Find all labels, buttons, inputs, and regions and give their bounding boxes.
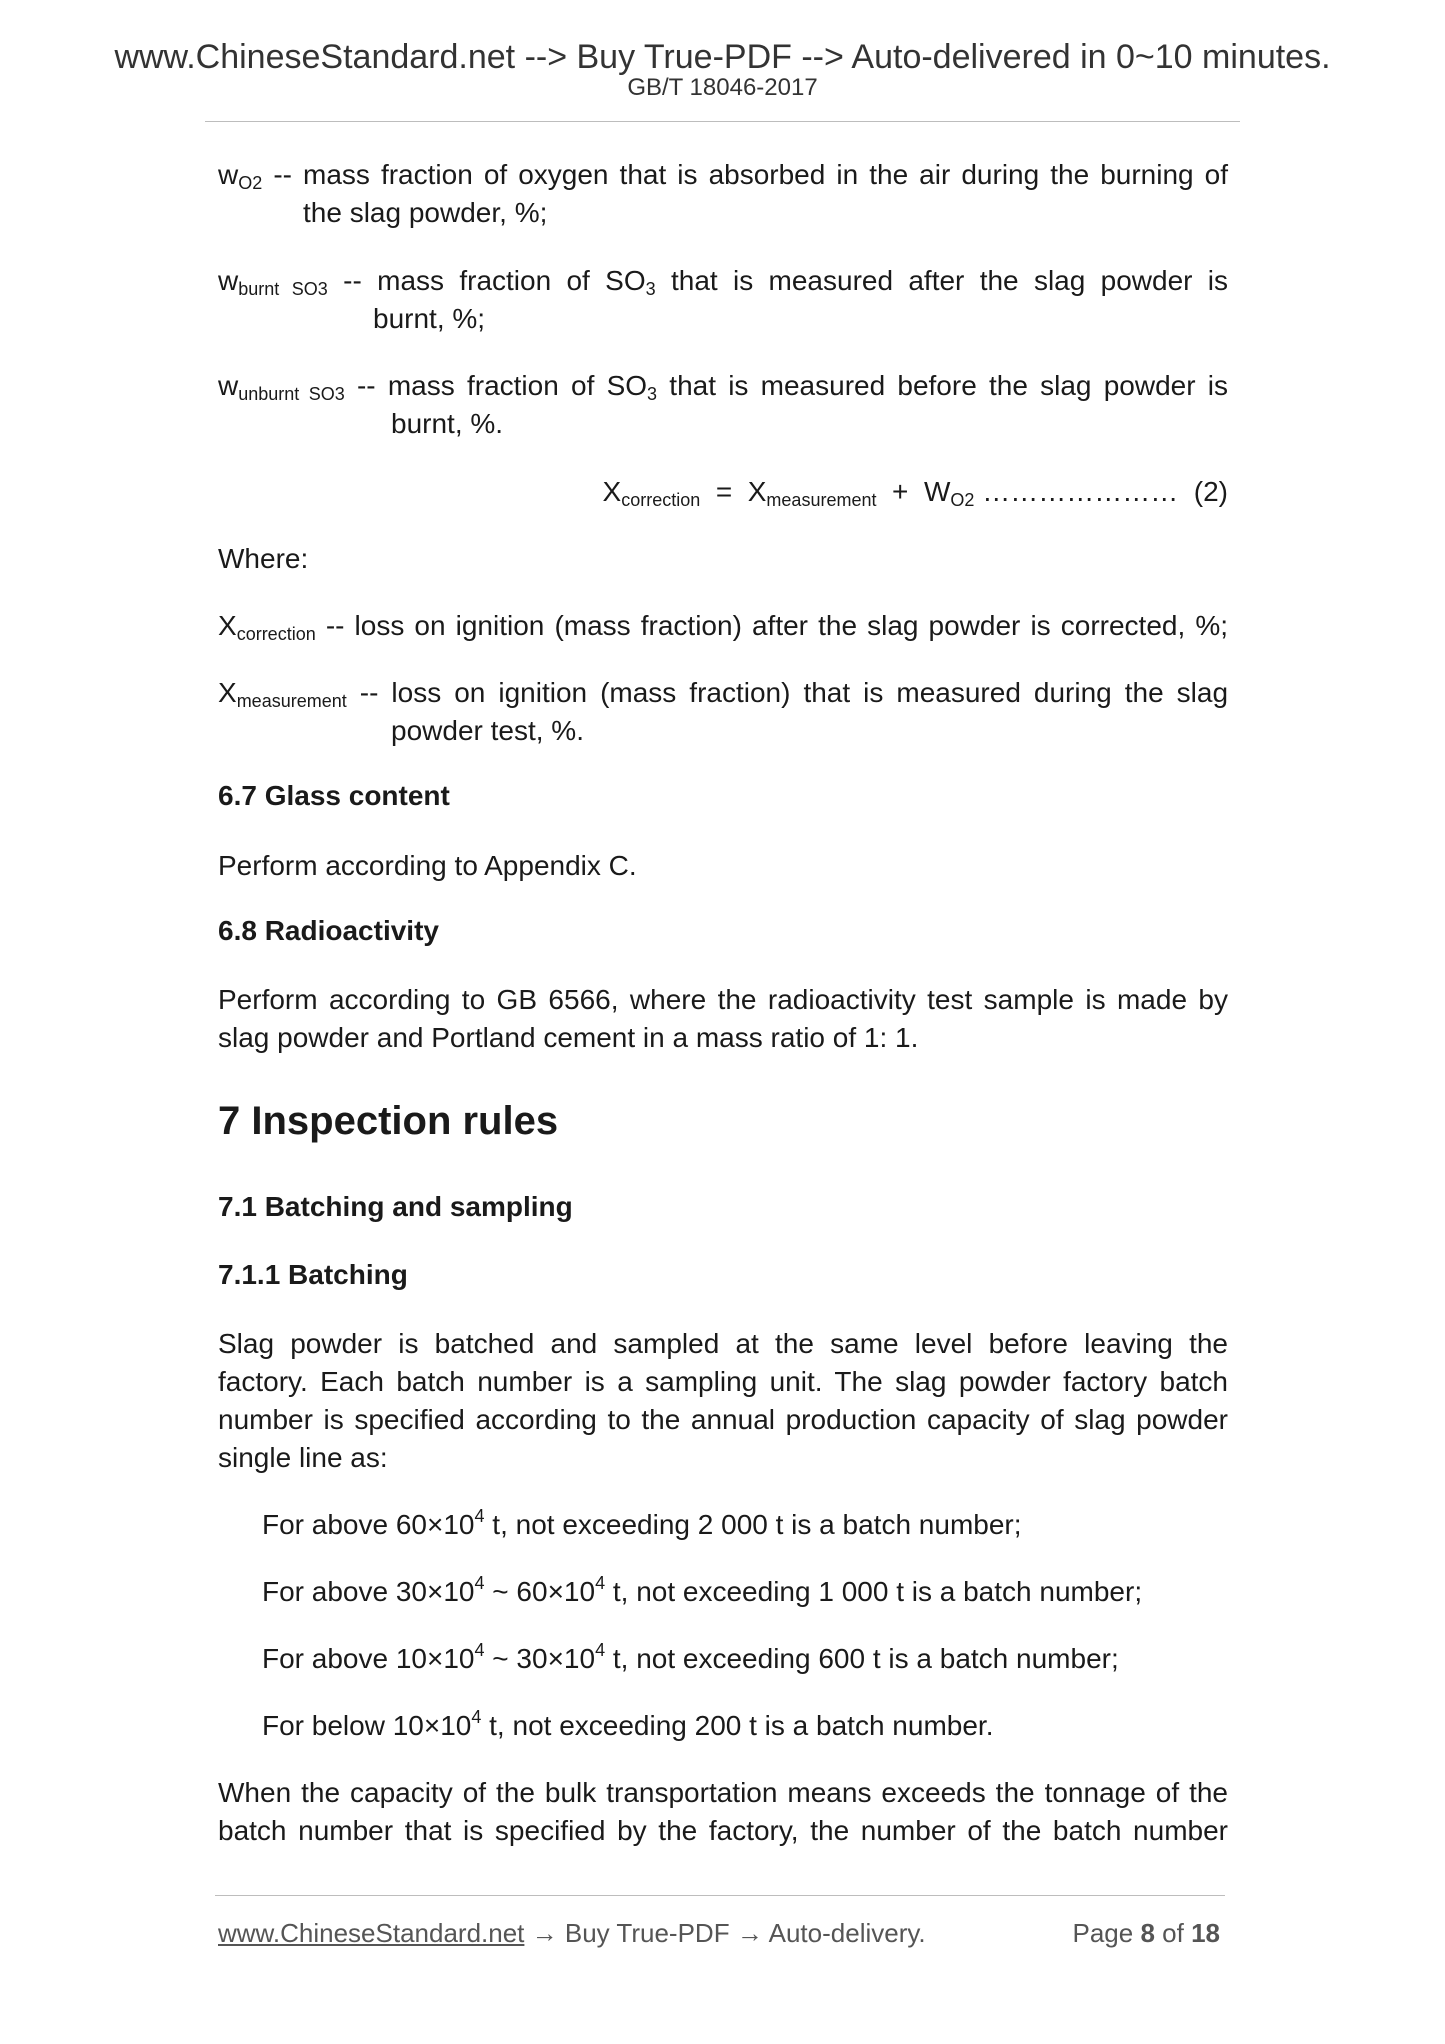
formula-term1-sub: measurement	[766, 490, 877, 510]
def-xmeasurement-cont: powder test, %.	[391, 715, 584, 746]
formula-number: (2)	[1193, 476, 1228, 507]
page-indicator	[1072, 1918, 1220, 1949]
closing-line1: When the capacity of the bulk transportation means exceeds the tonnage of the	[218, 1777, 1228, 1808]
heading-7: 7 Inspection rules	[218, 1099, 559, 1143]
body-7-1-1-line2: factory. Each batch number is a sampling unit. The slag powder factory batch	[218, 1366, 1228, 1397]
footer-rule	[215, 1895, 1225, 1896]
def-symbol: w	[218, 370, 239, 401]
page-label: Page	[1072, 1918, 1134, 1948]
def-text: -- mass fraction of oxygen that is absorbed in the air during the burning of	[273, 159, 1229, 190]
body-7-1-1-line3: number is specified according to the annual production capacity of slag powder	[218, 1404, 1228, 1435]
def-wburnt-cont: burnt, %;	[373, 303, 486, 334]
body-6-7: Perform according to Appendix C.	[218, 850, 637, 881]
def-symbol: w	[218, 159, 239, 190]
def-text: -- loss on ignition (mass fraction) that is measured during the slag	[359, 677, 1229, 708]
page-total: 18	[1191, 1918, 1220, 1948]
def-xcorrection	[218, 607, 1228, 645]
def-wo2	[218, 156, 1228, 194]
def-symbol-sub: burnt SO3	[238, 279, 328, 299]
footer-link[interactable]: www.ChineseStandard.net	[218, 1918, 525, 1948]
def-symbol-sub: unburnt SO3	[238, 384, 345, 404]
standard-code: GB/T 18046-2017	[627, 74, 818, 101]
heading-6-7: 6.7 Glass content	[218, 780, 450, 811]
footer-left	[218, 1918, 926, 1949]
of-label: of	[1162, 1918, 1184, 1948]
heading-6-8: 6.8 Radioactivity	[218, 915, 439, 946]
def-wburnt	[218, 262, 1228, 300]
footer-auto: Auto-delivery.	[768, 1918, 926, 1948]
body-7-1-1-line4: single line as:	[218, 1442, 388, 1473]
def-text: -- mass fraction of SO	[356, 370, 648, 401]
def-wo2-cont: the slag powder, %;	[303, 197, 548, 228]
def-symbol-sub: correction	[236, 624, 316, 644]
def-text: -- mass fraction of SO	[343, 265, 646, 296]
def-symbol: w	[218, 265, 239, 296]
batch-item: For above $30\times 10^4$ ~ $60\times 10^4$ t, not exceeding 1 000 t is a batch number;	[262, 1573, 1143, 1607]
heading-7-1-1: 7.1.1 Batching	[218, 1259, 408, 1290]
formula-term2-sub: O2	[950, 490, 975, 510]
def-text: that is measured before the slag powder is	[657, 370, 1229, 401]
closing-line2: batch number that is specified by the factory, the number of the batch number	[218, 1815, 1228, 1846]
formula-2	[603, 473, 1228, 511]
arrow-icon: →	[531, 1918, 558, 1948]
formula-eq: =	[715, 476, 733, 507]
batch-item: For below $10\times 10^4$ t, not exceeding 200 t is a batch number.	[262, 1707, 994, 1741]
formula-dots: …………………	[982, 476, 1179, 507]
body-6-8-line2: slag powder and Portland cement in a mass ratio of 1: 1.	[218, 1022, 919, 1053]
heading-7-1: 7.1 Batching and sampling	[218, 1191, 573, 1222]
def-wunburnt	[218, 367, 1228, 405]
body-7-1-1-line1: Slag powder is batched and sampled at the same level before leaving the	[218, 1328, 1228, 1359]
batch-item: For above $60\times 10^4$ t, not exceeding 2 000 t is a batch number;	[262, 1506, 1022, 1540]
def-text: -- loss on ignition (mass fraction) after the slag powder is corrected, %;	[325, 610, 1229, 641]
formula-plus: +	[892, 476, 909, 507]
header-banner[interactable]: www.ChineseStandard.net --> Buy True-PDF --> Auto-delivered in 0~10 minutes.	[114, 38, 1331, 76]
batch-item: For above $10\times 10^4$ ~ $30\times 10^4$ t, not exceeding 600 t is a batch number;	[262, 1640, 1119, 1674]
def-wunburnt-cont: burnt, %.	[391, 408, 504, 439]
def-symbol-sub: measurement	[236, 691, 347, 711]
arrow-icon: →	[736, 1918, 763, 1948]
def-symbol: X	[218, 610, 237, 641]
def-xmeasurement	[218, 674, 1228, 712]
def-text-sub: 3	[645, 279, 656, 299]
body-6-8-line1: Perform according to GB 6566, where the radioactivity test sample is made by	[218, 984, 1228, 1015]
def-text: that is measured after the slag powder is	[655, 265, 1229, 296]
def-symbol-sub: O2	[238, 173, 263, 193]
formula-term1: X	[747, 476, 767, 507]
def-symbol: X	[218, 677, 237, 708]
formula-lhs-sub: correction	[621, 490, 701, 510]
header-rule	[205, 121, 1240, 122]
def-text-sub: 3	[647, 384, 658, 404]
footer-buy: Buy True-PDF	[564, 1918, 730, 1948]
where-label: Where:	[218, 543, 309, 574]
formula-term2: W	[923, 476, 951, 507]
page-number: 8	[1140, 1918, 1155, 1948]
formula-lhs: X	[602, 476, 622, 507]
